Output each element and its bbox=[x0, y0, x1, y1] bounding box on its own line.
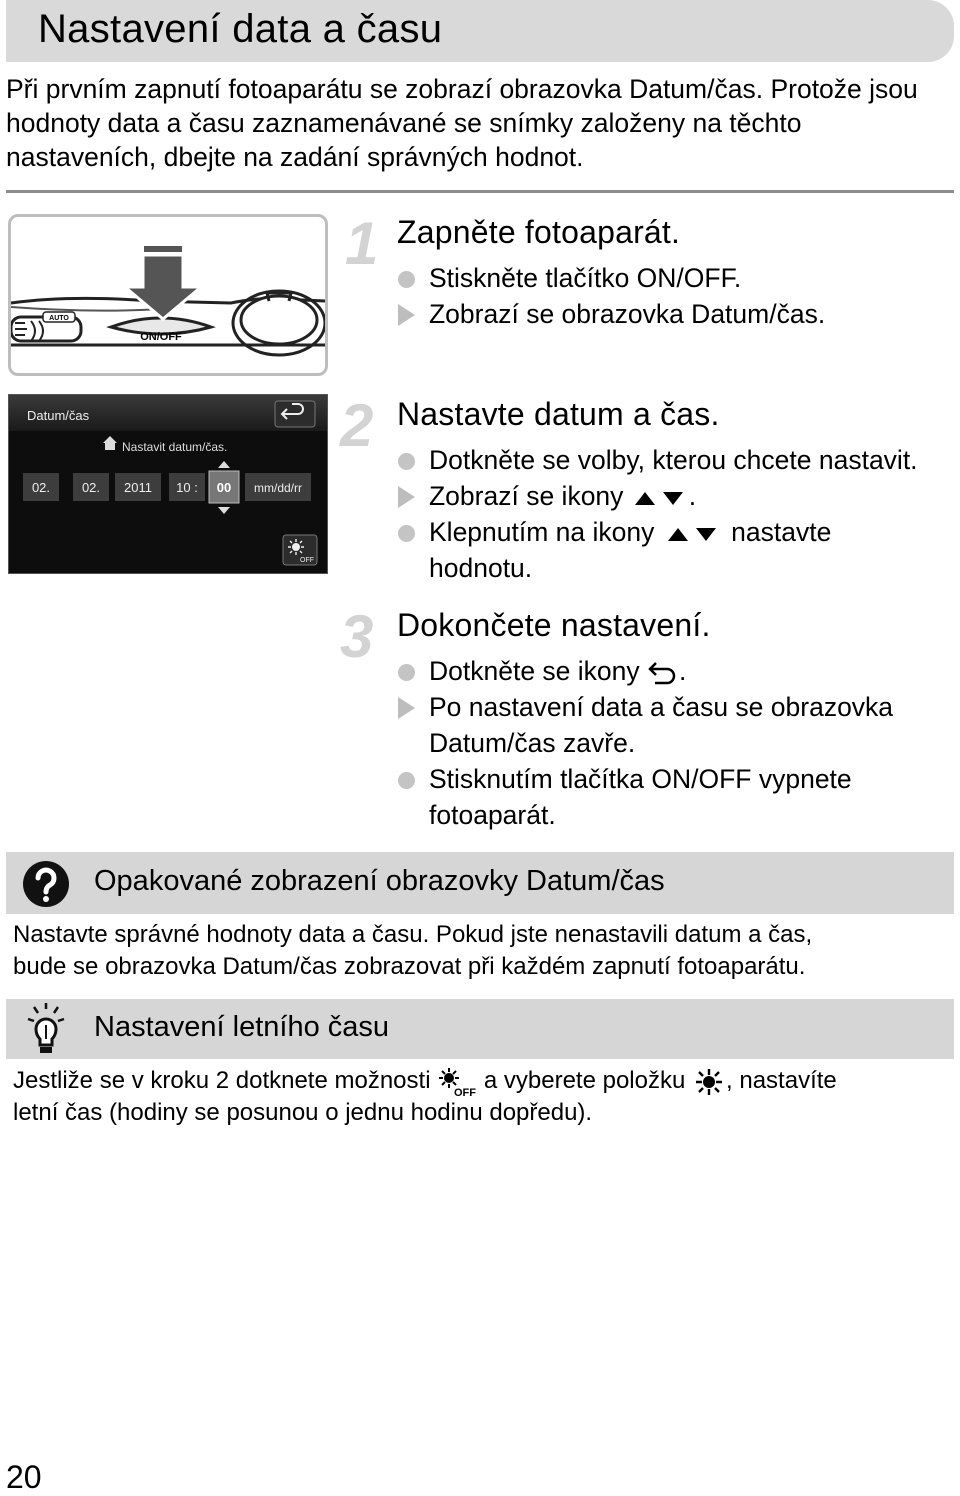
dst-on-icon bbox=[692, 1067, 726, 1097]
dst-off-label: OFF bbox=[300, 557, 314, 564]
camera-top-drawing bbox=[11, 217, 325, 373]
step-2-heading: Nastavte datum a čas. bbox=[397, 396, 720, 432]
field-month: 02. bbox=[31, 480, 51, 495]
tip-line-2: letní čas (hodiny se posunou o jednu hodinu dopředu). bbox=[13, 1098, 593, 1126]
bullet-text-line2: fotoaparát. bbox=[429, 799, 556, 830]
bullet-text-end: nastavte bbox=[731, 517, 832, 547]
field-minute: 00 bbox=[216, 480, 232, 495]
tip-box-body bbox=[13, 1065, 943, 1128]
home-icon bbox=[103, 436, 117, 450]
faq-box-body bbox=[13, 919, 943, 982]
down-arrow-icon bbox=[218, 507, 230, 514]
bullet-dot-icon bbox=[398, 664, 415, 681]
step-3-number: 3 bbox=[340, 603, 374, 670]
bullet-text-line2: hodnotu. bbox=[429, 552, 533, 583]
title-bar bbox=[6, 0, 954, 62]
step-3-bullet-1 bbox=[398, 654, 958, 690]
question-icon bbox=[22, 860, 70, 908]
tip-text-b: a vyberete položku bbox=[483, 1067, 686, 1094]
tip-text-a: Jestliže se v kroku 2 dotknete možnosti bbox=[13, 1067, 431, 1094]
dst-off-icon bbox=[437, 1067, 477, 1097]
field-format: mm/dd/rr bbox=[254, 481, 302, 495]
bullet-text: Dotkněte se ikony bbox=[429, 656, 640, 686]
bullet-dot-icon bbox=[398, 525, 415, 542]
up-down-arrows-icon bbox=[631, 489, 689, 507]
camera-illustration bbox=[8, 214, 328, 376]
up-arrow-icon bbox=[218, 461, 230, 468]
bullet-text: Zobrazí se obrazovka Datum/čas. bbox=[429, 299, 826, 329]
auto-label: AUTO bbox=[49, 315, 69, 322]
datetime-screen-drawing bbox=[9, 395, 327, 573]
screen-subtitle: Nastavit datum/čas. bbox=[122, 440, 228, 454]
tip-line-1 bbox=[13, 1065, 943, 1097]
bullet-text: Stiskněte tlačítko ON/OFF. bbox=[429, 263, 742, 293]
sun-icon bbox=[292, 543, 300, 551]
step-1-bullet-1 bbox=[398, 261, 958, 297]
divider bbox=[6, 190, 954, 193]
up-down-arrows-icon bbox=[662, 525, 724, 543]
tip-box-title: Nastavení letního času bbox=[94, 1011, 390, 1043]
bullet-text-end: . bbox=[688, 481, 697, 511]
bullet-text: Po nastavení data a času se obrazovka bbox=[429, 692, 894, 722]
datetime-screen-illustration bbox=[8, 394, 328, 574]
faq-box-header bbox=[6, 852, 954, 914]
step-1-bullet-2 bbox=[398, 297, 958, 333]
bullet-text: Zobrazí se ikony bbox=[429, 481, 624, 511]
tip-box-header bbox=[6, 999, 954, 1059]
bullet-text: Dotkněte se volby, kterou chcete nastavit. bbox=[429, 445, 918, 475]
onoff-label: ON/OFF bbox=[140, 331, 182, 343]
faq-line-2: bude se obrazovka Datum/čas zobrazovat při každém zapnutí fotoaparátu. bbox=[13, 952, 806, 980]
step-1-heading: Zapněte fotoaparát. bbox=[397, 214, 681, 250]
bullet-dot-icon bbox=[398, 453, 415, 470]
tip-text-c: , nastavíte bbox=[726, 1067, 837, 1094]
field-day: 02. bbox=[81, 480, 101, 495]
field-hour: 10 : bbox=[176, 480, 198, 495]
step-3-bullet-2 bbox=[398, 690, 958, 761]
faq-line-1: Nastavte správné hodnoty data a času. Pokud jste nenastavili datum a čas, bbox=[13, 921, 813, 948]
step-2-number: 2 bbox=[340, 392, 374, 459]
result-arrow-icon bbox=[398, 697, 415, 719]
intro-paragraph: Při prvním zapnutí fotoaparátu se zobrazí obrazovka Datum/čas. Protože jsou hodnoty data a času zaznamenávané se snímky založeny na těchto nastaveních, dbejte na zadání správných hodnot. bbox=[6, 74, 918, 172]
faq-box-title: Opakované zobrazení obrazovky Datum/čas bbox=[94, 865, 665, 897]
bullet-text-line2: Datum/čas zavře. bbox=[429, 727, 636, 758]
lightbulb-icon bbox=[26, 1003, 66, 1057]
dst-off-icon-label: OFF bbox=[454, 1086, 477, 1097]
step-3-bullet-3 bbox=[398, 762, 958, 833]
page-number: 20 bbox=[6, 1459, 42, 1495]
page-title: Nastavení data a času bbox=[38, 7, 443, 51]
result-arrow-icon bbox=[398, 486, 415, 508]
bullet-text: Klepnutím na ikony bbox=[429, 517, 655, 547]
bullet-dot-icon bbox=[398, 271, 415, 288]
step-2-bullet-2 bbox=[398, 479, 958, 515]
bullet-text-end: . bbox=[679, 656, 687, 686]
bullet-dot-icon bbox=[398, 772, 415, 789]
step-1-number: 1 bbox=[345, 210, 379, 277]
step-2-bullet-1 bbox=[398, 443, 958, 479]
bullet-text: Stisknutím tlačítka ON/OFF vypnete bbox=[429, 764, 852, 794]
result-arrow-icon bbox=[398, 304, 415, 326]
field-year: 2011 bbox=[124, 480, 152, 495]
back-arrow-icon bbox=[647, 660, 679, 686]
step-2-bullet-3 bbox=[398, 515, 958, 586]
step-3-heading: Dokončete nastavení. bbox=[397, 607, 711, 643]
screen-title: Datum/čas bbox=[27, 408, 90, 423]
